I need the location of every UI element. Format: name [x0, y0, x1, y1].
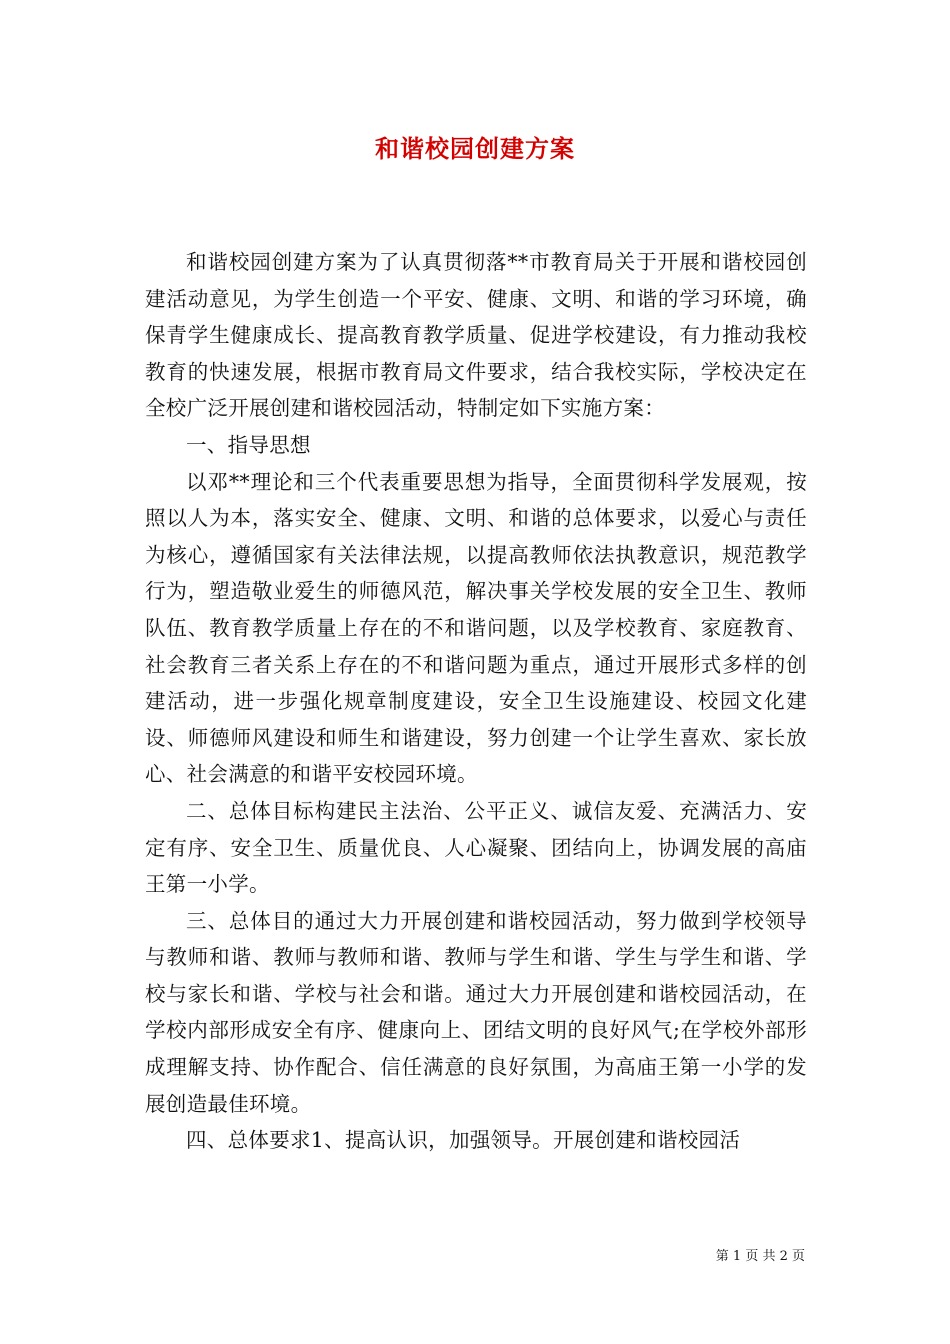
document-body [145, 244, 807, 1159]
paragraph-guiding-ideology: 以邓**理论和三个代表重要思想为指导，全面贯彻科学发展观，按照以人为本，落实安全、健康、文明、和谐的总体要求，以爱心与责任为核心，遵循国家有关法律法规，以提高教师依法执教意识，规范教学行为，塑造敬业爱生的师德风范，解决事关学校发展的安全卫生、教师队伍、教育教学质量上存在的不和谐问题，以及学校教育、家庭教育、社会教育三者关系上存在的不和谐问题为重点，通过开展形式多样的创建活动，进一步强化规章制度建设，安全卫生设施建设、校园文化建设、师德师风建设和师生和谐建设，努力创建一个让学生喜欢、家长放心、社会满意的和谐平安校园环境。 [145, 469, 807, 787]
document-title: 和谐校园创建方案 [375, 134, 575, 163]
paragraph-intro: 和谐校园创建方案为了认真贯彻落**市教育局关于开展和谐校园创建活动意见，为学生创造一个平安、健康、文明、和谐的学习环境，确保青学生健康成长、提高教育教学质量、促进学校建设，有力推动我校教育的快速发展，根据市教育局文件要求，结合我校实际，学校决定在全校广泛开展创建和谐校园活动，特制定如下实施方案： [145, 250, 807, 421]
paragraph-overall-requirements: 四、总体要求1、提高认识，加强领导。开展创建和谐校园活 [186, 1128, 741, 1153]
paragraph-overall-purpose: 三、总体目的通过大力开展创建和谐校园活动，努力做到学校领导与教师和谐、教师与教师和谐、教师与学生和谐、学生与学生和谐、学校与家长和谐、学校与社会和谐。通过大力开展创建和谐校园活动，在学校内部形成安全有序、健康向上、团结文明的良好风气;在学校外部形成理解支持、协作配合、信任满意的良好氛围，为高庙王第一小学的发展创造最佳环境。 [145, 908, 807, 1116]
page-number-footer: 第 1 页 共 2 页 [715, 1249, 805, 1264]
section-heading-guiding-ideology: 一、指导思想 [186, 432, 311, 457]
paragraph-overall-goal: 二、总体目标构建民主法治、公平正义、诚信友爱、充满活力、安定有序、安全卫生、质量优良、人心凝聚、团结向上，协调发展的高庙王第一小学。 [145, 798, 807, 897]
